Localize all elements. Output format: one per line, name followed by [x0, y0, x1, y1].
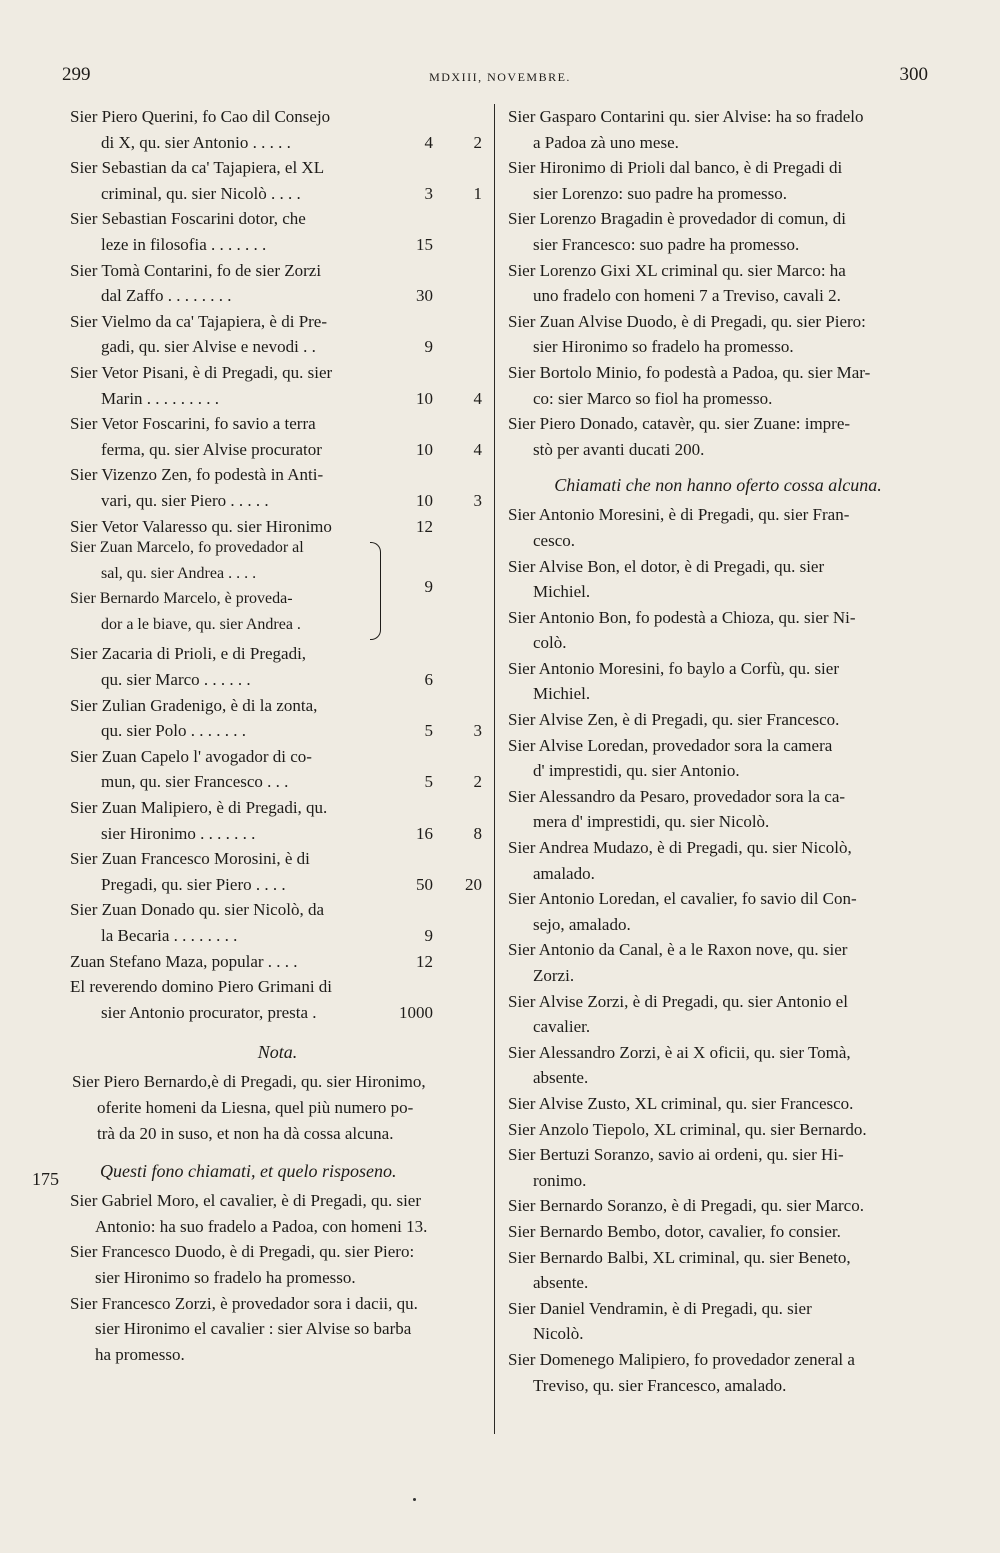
list-entry — [508, 835, 928, 886]
entry-line: amalado. — [533, 863, 595, 883]
entry-line: Sier Bortolo Minio, fo podestà a Padoa, qu. sier Mar- — [508, 362, 871, 382]
amount-value-2: 3 — [473, 490, 482, 510]
amount-value-2: 3 — [473, 721, 482, 741]
list-entry — [508, 309, 928, 360]
list-entry — [508, 1245, 928, 1296]
amount-value: 5 — [424, 721, 433, 741]
entry-line: cavalier. — [533, 1017, 591, 1037]
list-entry — [508, 258, 928, 309]
entry-line: Sier Francesco Duodo, è di Pregadi, qu. sier Piero: — [70, 1242, 415, 1262]
entry-line: absente. — [533, 1068, 589, 1088]
list-entry — [70, 1291, 485, 1368]
list-entry — [508, 886, 928, 937]
entry-line: Sier Daniel Vendramin, è di Pregadi, qu. sier — [508, 1298, 812, 1318]
page-number-left: 299 — [62, 64, 91, 85]
entry-line: Sier Lorenzo Gixi XL criminal qu. sier Marco: ha — [508, 260, 846, 280]
entry-line: Sier Zacaria di Prioli, e di Pregadi, — [70, 644, 307, 664]
entry-line: Sier Hironimo di Prioli dal banco, è di Pregadi di — [508, 158, 843, 178]
brace-line: Sier Zuan Marcelo, fo provedador al — [70, 539, 304, 557]
entry-line: Sier Alvise Loredan, provedador sora la camera — [508, 735, 833, 755]
entry-line: Sier Zuan Malipiero, è di Pregadi, qu. — [70, 798, 328, 818]
entry-line: Sier Tomà Contarini, fo de sier Zorzi — [70, 260, 322, 280]
entry-line: sier Antonio procurator, presta . 1000 — [70, 1000, 485, 1026]
entry-line: ferma, qu. sier Alvise procurator 10 4 — [70, 437, 485, 463]
list-entry — [508, 1296, 928, 1347]
list-entry — [70, 1239, 485, 1290]
entry-line: Sier Francesco Zorzi, è provedador sora i dacii, qu. — [70, 1293, 418, 1313]
entry-line: Sier Zuan Donado qu. sier Nicolò, da — [70, 900, 324, 920]
entry-line: d' imprestidi, qu. sier Antonio. — [533, 761, 740, 781]
brace-line: Sier Bernardo Marcelo, è proveda- — [70, 590, 293, 608]
entry-line: Sier Bernardo Bembo, dotor, cavalier, fo consier. — [508, 1221, 841, 1241]
brace-mark — [370, 542, 381, 640]
entry-line: qu. sier Polo . . . . . . . 5 3 — [70, 718, 485, 744]
list-entry — [508, 411, 928, 462]
entry-line: Sier Piero Querini, fo Cao dil Consejo — [70, 107, 331, 126]
amount-value: 12 — [416, 951, 433, 971]
ledger-entry — [70, 462, 485, 513]
entry-line: sier Hironimo el cavalier : sier Alvise so barba — [95, 1319, 412, 1339]
entry-line: Sier Zuan Francesco Morosini, è di — [70, 849, 310, 869]
page-number-right: 300 — [899, 64, 928, 85]
amount-value-2: 8 — [473, 823, 482, 843]
ledger-entry — [70, 897, 485, 948]
entry-line: qu. sier Marco . . . . . . 6 — [70, 667, 485, 693]
entry-line: Sier Alvise Zorzi, è di Pregadi, qu. sier Antonio el — [508, 991, 848, 1011]
amount-value: 9 — [424, 926, 433, 945]
brace-group — [70, 539, 485, 641]
amount-value-2: 2 — [473, 132, 482, 152]
left-column — [32, 104, 485, 1367]
brace-line: sal, qu. sier Andrea . . . . — [101, 564, 257, 582]
entry-line: Antonio: ha suo fradelo a Padoa, con homeni 13. — [95, 1216, 428, 1236]
entry-line: dal Zaffo . . . . . . . . 30 — [70, 283, 485, 309]
ledger-entry — [70, 104, 485, 155]
column-rule — [494, 104, 495, 1434]
list-entry — [508, 1219, 928, 1245]
entry-line: Sier Anzolo Tiepolo, XL criminal, qu. sier Bernardo. — [508, 1119, 867, 1139]
ledger-entry — [70, 360, 485, 411]
entry-line: Sier Alessandro Zorzi, è ai X oficii, qu. sier Tomà, — [508, 1042, 851, 1062]
list-entry — [508, 502, 928, 553]
entry-line: la Becaria . . . . . . . . 9 — [70, 923, 485, 949]
amount-value-2: 1 — [473, 183, 482, 203]
entry-line: El reverendo domino Piero Grimani di — [70, 977, 333, 997]
list-entry — [508, 733, 928, 784]
list-entry — [508, 707, 928, 733]
amount-value: 10 — [416, 490, 433, 510]
ledger-entry — [70, 846, 485, 897]
list-entry — [508, 989, 928, 1040]
list-entry — [70, 1188, 485, 1239]
amount-value: 30 — [416, 286, 433, 306]
entry-line: Sier Zuan Alvise Duodo, è di Pregadi, qu. sier Piero: — [508, 311, 866, 331]
list-entry — [508, 1142, 928, 1193]
running-head: MDXIII, NOVEMBRE. — [429, 70, 571, 84]
ledger-entry — [70, 514, 485, 540]
entry-line: Sier Antonio Moresini, è di Pregadi, qu. sier Fran- — [508, 505, 850, 525]
questi-title: Questi fono chiamati, et quelo risposeno. — [100, 1161, 397, 1182]
entry-line: Sier Piero Donado, catavèr, qu. sier Zuane: impre- — [508, 414, 851, 434]
amount-value-2: 2 — [473, 772, 482, 792]
nota-title: Nota. — [257, 1042, 298, 1063]
entry-line: co: sier Marco so fiol ha promesso. — [533, 388, 773, 408]
brace-value: 9 — [424, 577, 433, 597]
ledger-entry — [70, 744, 485, 795]
entry-line: mun, qu. sier Francesco . . . 5 2 — [70, 769, 485, 795]
list-entry — [508, 360, 928, 411]
ledger-entry — [70, 155, 485, 206]
entry-line: Sier Gasparo Contarini qu. sier Alvise: ha so fradelo — [508, 107, 864, 126]
list-entry — [508, 206, 928, 257]
margin-number: 175 — [32, 1169, 59, 1190]
ledger-entries-2 — [70, 641, 485, 1025]
entry-line: sier Lorenzo: suo padre ha promesso. — [533, 183, 787, 203]
ledger-entry — [70, 974, 485, 1025]
ledger-entry — [70, 693, 485, 744]
nota-line: trà da 20 in suso, et non ha dà cossa alcuna. — [97, 1123, 394, 1143]
entry-line: Sier Sebastian da ca' Tajapiera, el XL — [70, 158, 325, 178]
entry-line: a Padoa zà uno mese. — [533, 132, 679, 152]
entry-line: absente. — [533, 1273, 589, 1293]
entry-line: Sier Gabriel Moro, el cavalier, è di Pregadi, qu. sier — [70, 1191, 422, 1211]
entry-line: Pregadi, qu. sier Piero . . . . 50 20 — [70, 872, 485, 898]
entry-line: Sier Antonio Bon, fo podestà a Chioza, qu. sier Ni- — [508, 607, 856, 627]
entry-line: Sier Sebastian Foscarini dotor, che — [70, 209, 306, 229]
entry-line: vari, qu. sier Piero . . . . . 10 3 — [70, 488, 485, 514]
entry-line: sier Hironimo . . . . . . . 16 8 — [70, 821, 485, 847]
ledger-entry — [70, 949, 485, 975]
entry-line: Zuan Stefano Maza, popular . . . . 12 — [70, 949, 485, 975]
list-entry — [508, 784, 928, 835]
entry-line: Michiel. — [533, 582, 591, 602]
ledger-entry — [70, 641, 485, 692]
ledger-entry — [70, 309, 485, 360]
entry-line: stò per avanti ducati 200. — [533, 439, 705, 459]
chiamati-title: Chiamati che non hanno oferto cossa alcuna. — [554, 475, 882, 496]
entry-line: uno fradelo con homeni 7 a Treviso, cavali 2. — [533, 286, 841, 306]
entry-line: Sier Vielmo da ca' Tajapiera, è di Pre- — [70, 311, 328, 331]
entry-line: Sier Alvise Bon, el dotor, è di Pregadi, qu. sier — [508, 556, 825, 576]
amount-value: 5 — [424, 772, 433, 792]
entry-line: colò. — [533, 633, 567, 653]
amount-value-2: 4 — [473, 439, 482, 459]
entry-line: Nicolò. — [533, 1324, 584, 1344]
ledger-entry — [70, 258, 485, 309]
entry-line: Sier Zuan Capelo l' avogador di co- — [70, 746, 312, 766]
entry-line: Sier Alvise Zusto, XL criminal, qu. sier Francesco. — [508, 1093, 854, 1113]
entry-line: Sier Domenego Malipiero, fo provedador zeneral a — [508, 1349, 855, 1369]
list-entry — [508, 1193, 928, 1219]
entry-line: sier Hironimo so fradelo ha promesso. — [533, 337, 794, 357]
right-column — [508, 104, 928, 1398]
amount-value: 10 — [416, 388, 433, 408]
entry-line: Marin . . . . . . . . . 10 4 — [70, 386, 485, 412]
list-entry — [508, 1040, 928, 1091]
amount-value: 15 — [416, 234, 433, 254]
entry-line: Sier Alvise Zen, è di Pregadi, qu. sier Francesco. — [508, 710, 840, 730]
entry-line: Sier Antonio Loredan, el cavalier, fo savio dil Con- — [508, 889, 857, 909]
list-entry — [508, 937, 928, 988]
entry-line: Sier Zulian Gradenigo, è di la zonta, — [70, 695, 318, 715]
entry-line: cesco. — [533, 530, 576, 550]
amount-value: 6 — [424, 670, 433, 690]
entry-line: Sier Antonio da Canal, è a le Raxon nove, qu. sier — [508, 940, 848, 960]
entry-line: Treviso, qu. sier Francesco, amalado. — [533, 1375, 787, 1395]
list-entry — [508, 656, 928, 707]
entry-line: Sier Antonio Moresini, fo baylo a Corfù, qu. sier — [508, 658, 839, 678]
list-entry — [508, 1347, 928, 1398]
entry-line: Sier Vetor Pisani, è di Pregadi, qu. sier — [70, 362, 333, 382]
entry-line: mera d' imprestidi, qu. sier Nicolò. — [533, 812, 770, 832]
amount-value-2: 20 — [465, 874, 482, 894]
entry-line: Sier Vetor Valaresso qu. sier Hironimo 12 — [70, 514, 485, 540]
nota-line: Sier Piero Bernardo,è di Pregadi, qu. sier Hironimo, — [72, 1072, 426, 1092]
amount-value: 12 — [416, 516, 433, 536]
entry-line: Sier Bertuzi Soranzo, savio ai ordeni, qu. sier Hi- — [508, 1145, 844, 1165]
entry-line: Sier Vetor Foscarini, fo savio a terra — [70, 414, 316, 434]
questi-entries — [70, 1188, 485, 1367]
amount-value: 9 — [424, 337, 433, 357]
ledger-entry — [70, 411, 485, 462]
right-entries-2 — [508, 502, 928, 1398]
amount-value: 10 — [416, 439, 433, 459]
ledger-entries — [70, 104, 485, 539]
entry-line: ronimo. — [533, 1170, 587, 1190]
entry-line: Sier Bernardo Balbi, XL criminal, qu. sier Beneto, — [508, 1247, 851, 1267]
ink-dot — [413, 1498, 416, 1501]
list-entry — [508, 1091, 928, 1117]
list-entry — [508, 554, 928, 605]
entry-line: Sier Bernardo Soranzo, è di Pregadi, qu. sier Marco. — [508, 1196, 864, 1216]
list-entry — [508, 155, 928, 206]
nota-paragraph — [70, 1069, 485, 1146]
entry-line: Sier Lorenzo Bragadin è provedador di comun, di — [508, 209, 847, 229]
entry-line: Michiel. — [533, 684, 591, 704]
entry-line: ha promesso. — [95, 1344, 185, 1364]
entry-line: di X, qu. sier Antonio . . . . . 4 2 — [70, 130, 485, 156]
list-entry — [508, 104, 928, 155]
entry-line: sier Francesco: suo padre ha promesso. — [533, 234, 800, 254]
ledger-entry — [70, 795, 485, 846]
amount-value-2: 4 — [473, 388, 482, 408]
entry-line: gadi, qu. sier Alvise e nevodi . . 9 — [70, 334, 485, 360]
nota-line: oferite homeni da Liesna, quel più numero po- — [97, 1097, 414, 1117]
amount-value: 4 — [424, 132, 433, 152]
amount-value: 1000 — [399, 1002, 433, 1022]
amount-value: 16 — [416, 823, 433, 843]
brace-line: dor a le biave, qu. sier Andrea . — [101, 615, 301, 633]
list-entry — [508, 605, 928, 656]
amount-value: 50 — [416, 874, 433, 894]
entry-line: sejo, amalado. — [533, 914, 631, 934]
entry-line: criminal, qu. sier Nicolò . . . . 3 1 — [70, 181, 485, 207]
entry-line: Zorzi. — [533, 966, 575, 985]
entry-line: Sier Alessandro da Pesaro, provedador sora la ca- — [508, 786, 846, 806]
list-entry — [508, 1117, 928, 1143]
entry-line: Sier Andrea Mudazo, è di Pregadi, qu. sier Nicolò, — [508, 838, 852, 858]
amount-value: 3 — [424, 183, 433, 203]
entry-line: leze in filosofia . . . . . . . 15 — [70, 232, 485, 258]
entry-line: sier Hironimo so fradelo ha promesso. — [95, 1267, 356, 1287]
right-entries — [508, 104, 928, 462]
ledger-entry — [70, 206, 485, 257]
entry-line: Sier Vizenzo Zen, fo podestà in Anti- — [70, 465, 324, 485]
